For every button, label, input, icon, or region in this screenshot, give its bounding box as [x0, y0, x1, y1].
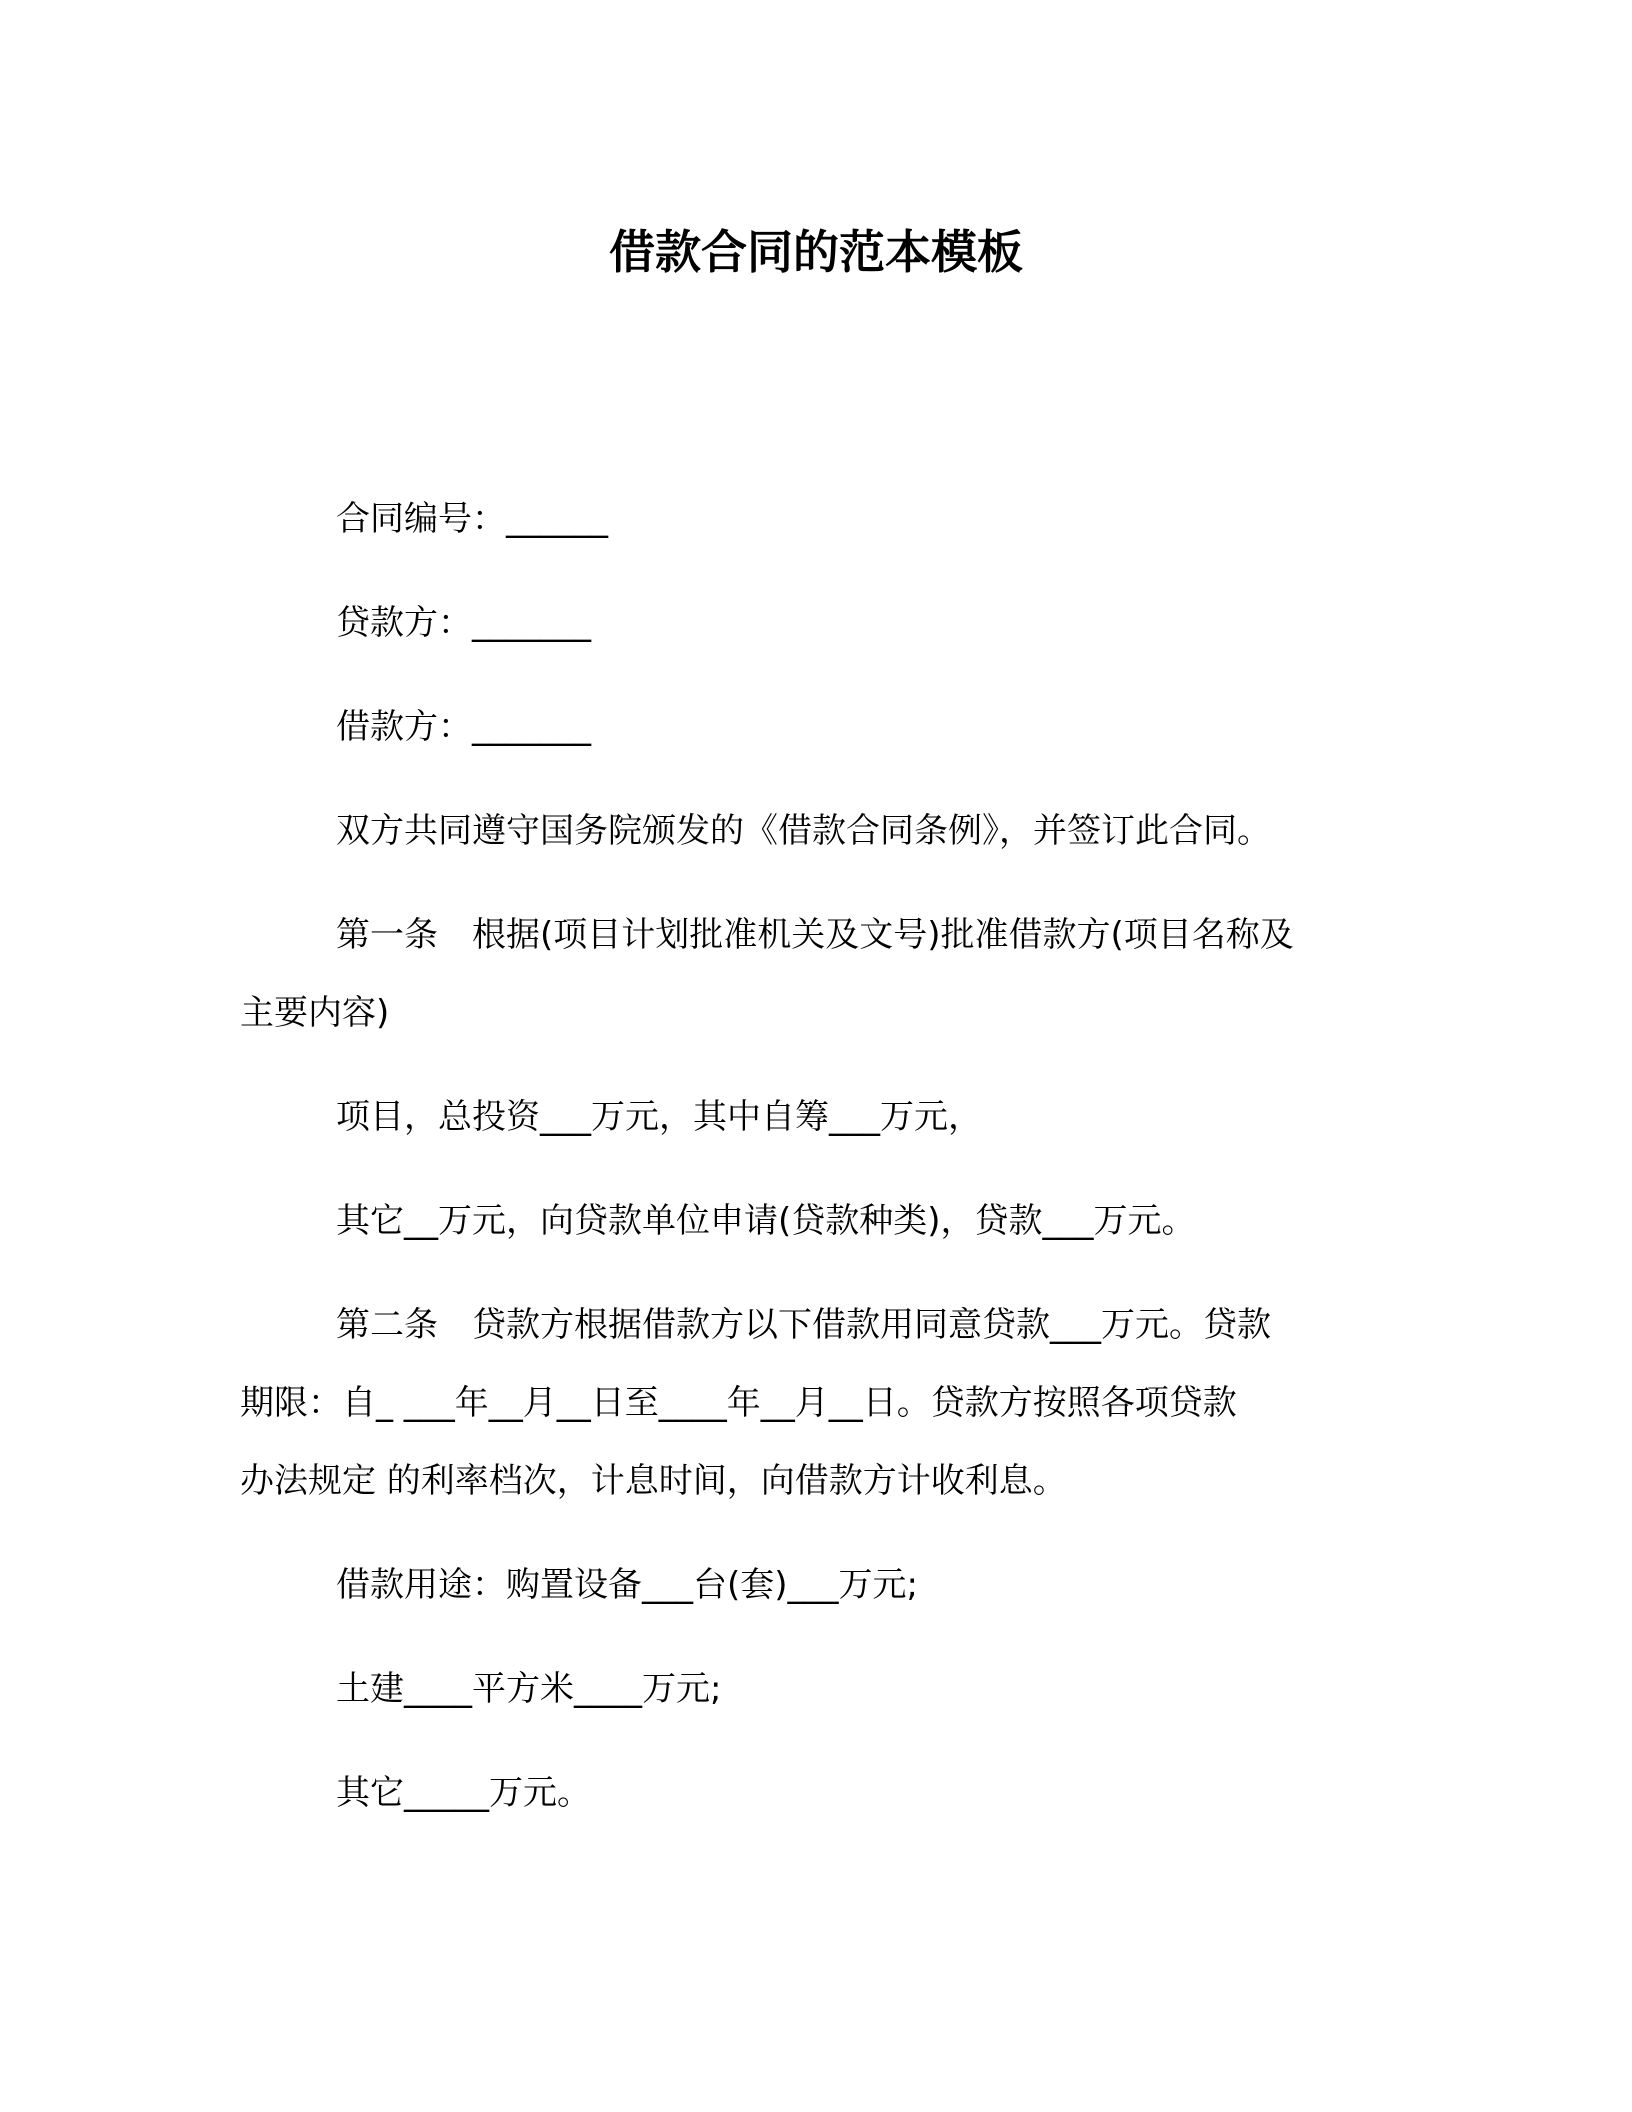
article-1-line-1: 第一条 根据(项目计划批准机关及文号)批准借款方(项目名称及: [336, 915, 1294, 955]
article-2: [240, 1286, 1390, 1520]
contract-number-line: 合同编号：______: [336, 499, 608, 539]
loan-application-line: 其它__万元，向贷款单位申请(贷款种类)，贷款___万元。: [336, 1201, 1196, 1241]
article-1: [240, 896, 1390, 1052]
article-2-line-3: 办法规定 的利率档次，计息时间，向借款方计收利息。: [240, 1461, 1067, 1501]
loan-purpose-construction: 土建____平方米____万元;: [336, 1669, 722, 1709]
loan-purpose-other: 其它_____万元。: [336, 1773, 591, 1813]
article-1-line-2: 主要内容): [240, 993, 390, 1033]
article-2-line-2: 期限：自_ ___年__月__日至____年__月__日。贷款方按照各项贷款: [240, 1383, 1237, 1423]
loan-purpose-equipment: 借款用途：购置设备___台(套)___万元;: [336, 1565, 918, 1605]
borrower-line: 借款方：_______: [336, 707, 591, 747]
article-2-line-1: 第二条 贷款方根据借款方以下借款用同意贷款___万元。贷款: [336, 1305, 1271, 1345]
document-title: 借款合同的范本模板: [609, 225, 1023, 279]
lender-line: 贷款方：_______: [336, 603, 591, 643]
project-investment-line: 项目，总投资___万元，其中自筹___万元，: [336, 1097, 982, 1137]
document-body: [240, 480, 1390, 1858]
agreement-statement: 双方共同遵守国务院颁发的《借款合同条例》，并签订此合同。: [336, 811, 1271, 851]
